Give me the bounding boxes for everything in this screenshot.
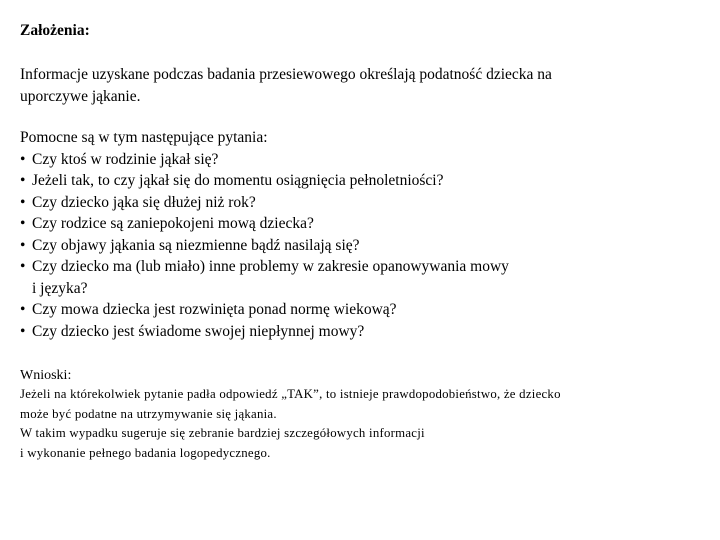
- conclusions-line-2: może być podatne na utrzymywanie się jąkania.: [20, 406, 277, 421]
- intro-line-1: Informacje uzyskane podczas badania przesiewowego określają podatność dziecka na: [20, 66, 552, 83]
- question-item: [20, 321, 700, 343]
- question-item: [20, 213, 700, 235]
- conclusions-title: Wnioski:: [20, 368, 72, 383]
- intro-paragraph: [20, 64, 700, 107]
- question-text: Czy dziecko jąka się dłużej niż rok?: [32, 193, 256, 211]
- question-item: [20, 299, 700, 321]
- question-continuation: i języka?: [32, 279, 88, 297]
- bullet-icon: •: [20, 236, 26, 254]
- bullet-icon: •: [20, 215, 26, 232]
- questions-list: [20, 149, 700, 343]
- question-item: [20, 170, 700, 192]
- conclusions-line-1: Jeżeli na którekolwiek pytanie padła odpowiedź „TAK”, to istnieje prawdopodobieństwo, że dziecko: [20, 387, 561, 401]
- question-text: Czy rodzice są zaniepokojeni mową dziecka?: [32, 215, 314, 232]
- question-item: [20, 256, 700, 299]
- question-text: Czy objawy jąkania są niezmienne bądź nasilają się?: [32, 236, 360, 254]
- intro-line-2: uporczywe jąkanie.: [20, 87, 141, 105]
- bullet-icon: •: [20, 172, 26, 189]
- question-text: Czy mowa dziecka jest rozwinięta ponad normę wiekową?: [32, 301, 397, 318]
- conclusions-section: [20, 367, 710, 463]
- question-text: Czy ktoś w rodzinie jąkał się?: [32, 150, 219, 168]
- question-item: [20, 235, 700, 257]
- question-item: [20, 192, 700, 214]
- question-text: Jeżeli tak, to czy jąkał się do momentu osiągnięcia pełnoletniości?: [32, 172, 444, 189]
- conclusions-line-3: W takim wypadku sugeruje się zebranie bardziej szczegółowych informacji: [20, 426, 425, 440]
- questions-section: [20, 127, 700, 342]
- question-text: Czy dziecko ma (lub miało) inne problemy w zakresie opanowywania mowy: [32, 258, 509, 275]
- bullet-icon: •: [20, 150, 26, 168]
- question-text: Czy dziecko jest świadome swojej niepłynnej mowy?: [32, 322, 365, 340]
- assumptions-heading: Założenia:: [20, 22, 90, 39]
- conclusions-line-4: i wykonanie pełnego badania logopedycznego.: [20, 445, 271, 460]
- bullet-icon: •: [20, 322, 26, 340]
- questions-lead: Pomocne są w tym następujące pytania:: [20, 129, 268, 146]
- bullet-icon: •: [20, 301, 26, 318]
- bullet-icon: •: [20, 193, 26, 211]
- question-item: [20, 149, 700, 171]
- bullet-icon: •: [20, 258, 26, 275]
